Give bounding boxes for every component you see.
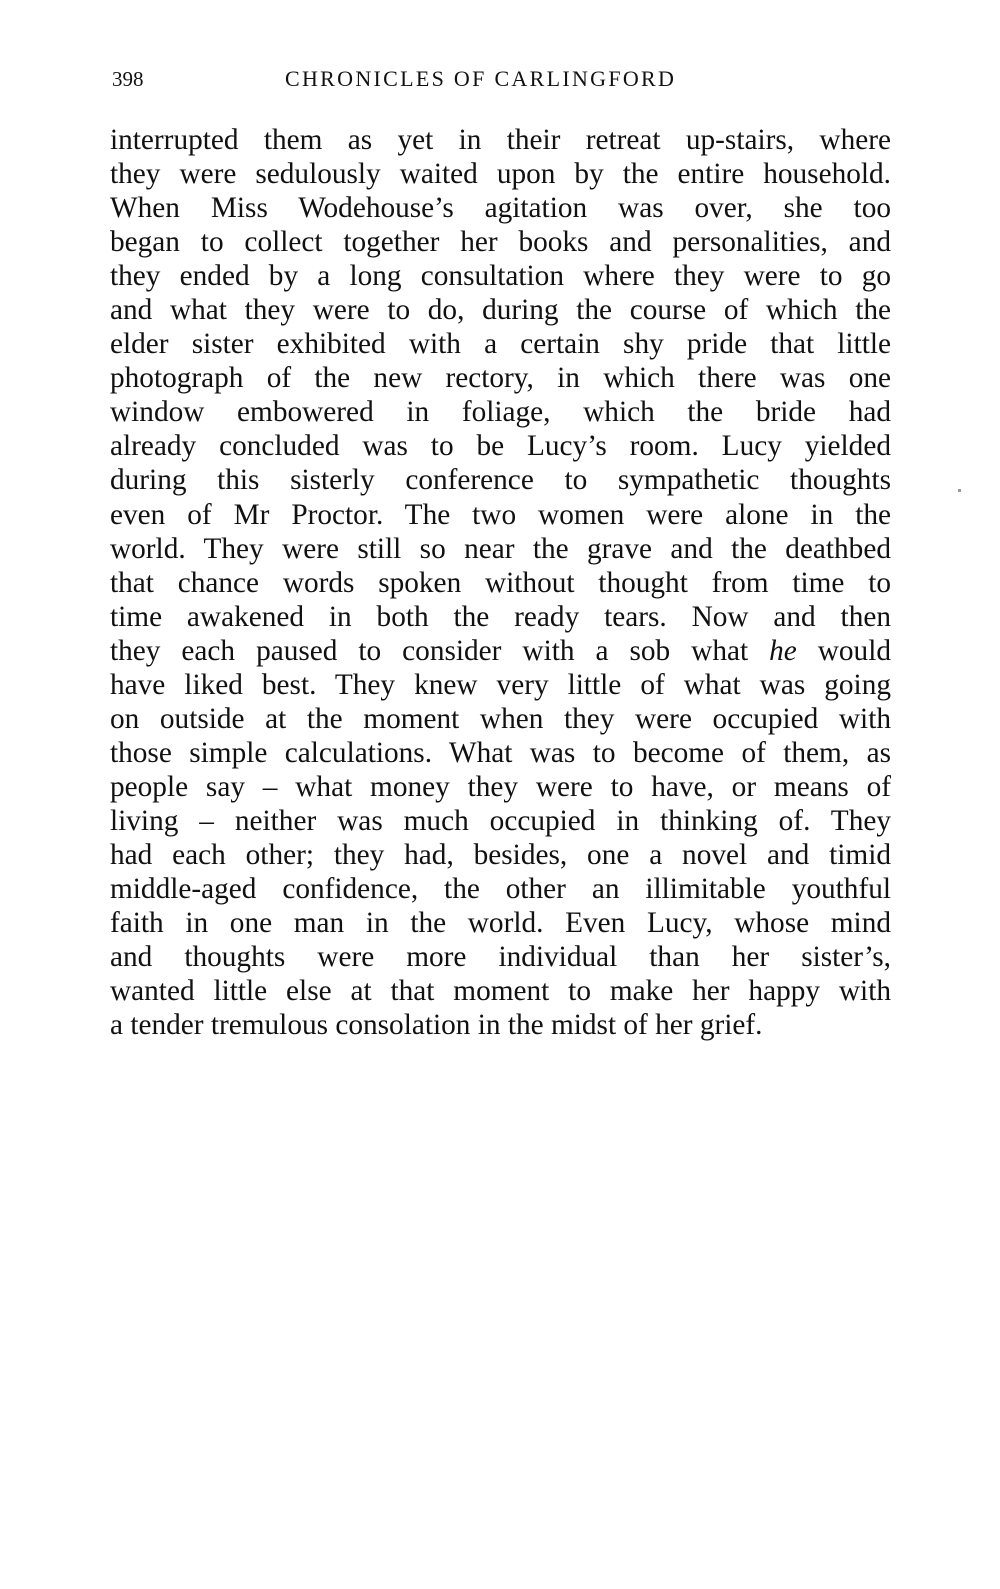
text-line: and what they were to do, during the course of which the: [110, 294, 891, 327]
text-line: on outside at the moment when they were occupied with: [110, 702, 891, 735]
text-segment: would: [796, 634, 891, 667]
text-line: photograph of the new rectory, in which there was one: [110, 362, 891, 395]
text-line: have liked best. They knew very little of what was going: [110, 668, 891, 701]
text-line: window embowered in foliage, which the bride had: [110, 396, 891, 429]
text-line: they were sedulously waited upon by the entire household.: [110, 158, 891, 191]
text-line: those simple calculations. What was to become of them, as: [110, 736, 891, 769]
text-line: people say – what money they were to have, or means of: [110, 770, 891, 803]
text-line: began to collect together her books and personalities, and: [110, 226, 891, 259]
italic-word: he: [769, 634, 797, 667]
text-line: time awakened in both the ready tears. Now and then: [110, 600, 891, 633]
text-line: that chance words spoken without thought from time to: [110, 566, 891, 599]
running-head: [112, 62, 892, 96]
text-line: living – neither was much occupied in thinking of. They: [110, 804, 891, 837]
body-paragraph: [110, 123, 891, 1042]
text-line: already concluded was to be Lucy’s room. Lucy yielded: [110, 430, 891, 463]
text-line: during this sisterly conference to sympathetic thoughts: [110, 464, 891, 497]
text-line: interrupted them as yet in their retreat up-stairs, where: [110, 124, 891, 156]
text-line: When Miss Wodehouse’s agitation was over, she too: [110, 192, 891, 225]
text-line: had each other; they had, besides, one a novel and timid: [110, 838, 891, 871]
running-title: CHRONICLES OF CARLINGFORD: [285, 66, 677, 91]
text-line: even of Mr Proctor. The two women were alone in the: [110, 498, 891, 531]
page-number: 398: [112, 67, 144, 91]
text-line: they ended by a long consultation where they were to go: [110, 260, 891, 293]
text-line: wanted little else at that moment to make her happy with: [110, 975, 891, 1008]
scan-speck: [958, 489, 961, 492]
text-line-with-italic: [110, 634, 891, 668]
text-line: elder sister exhibited with a certain shy pride that little: [110, 328, 891, 361]
text-line: world. They were still so near the grave and the deathbed: [110, 532, 891, 565]
text-line: middle-aged confidence, the other an illimitable youthful: [110, 873, 891, 906]
text-line: and thoughts were more individual than her sister’s,: [110, 941, 891, 974]
text-line: faith in one man in the world. Even Lucy, whose mind: [110, 907, 891, 940]
text-line-last: a tender tremulous consolation in the midst of her grief.: [110, 1009, 763, 1042]
text-segment: they each paused to consider with a sob what: [110, 634, 770, 667]
